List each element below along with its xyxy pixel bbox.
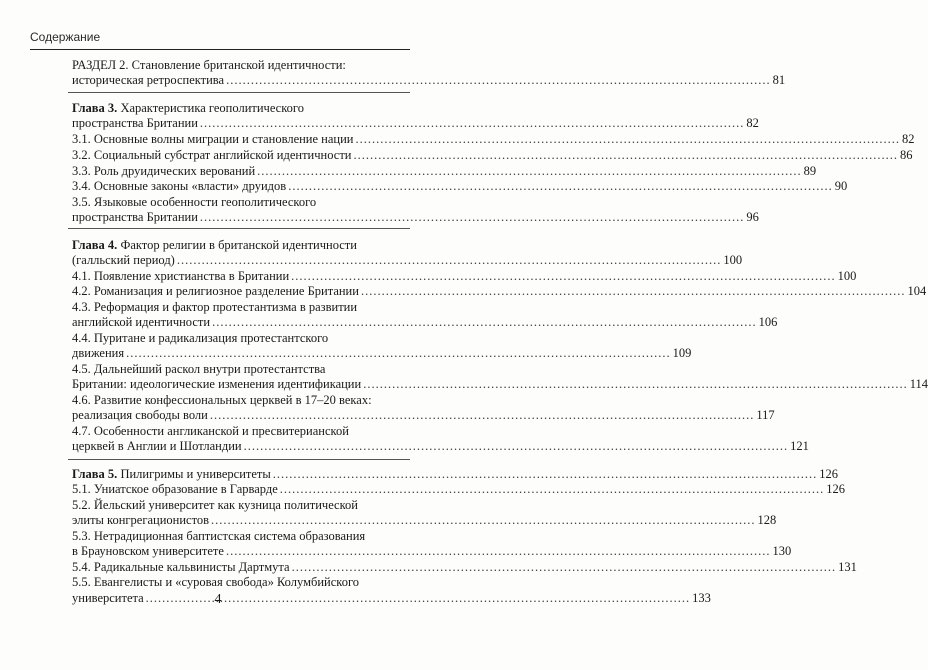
toc-page-number: 106 (758, 315, 778, 329)
toc-entry-text: РАЗДЕЛ 2. Становление британской идентичности: (72, 58, 346, 72)
dot-leader (363, 376, 908, 393)
toc-entry-text: университета (72, 591, 144, 605)
toc-page-number: 133 (692, 591, 711, 605)
toc-entry-text: 3.3. Роль друидических верований (72, 164, 256, 178)
toc-page-number: 126 (826, 482, 846, 496)
toc-entry-title (72, 115, 198, 132)
toc-page-number: 82 (901, 132, 915, 146)
running-head: Содержание (30, 30, 101, 44)
toc-entry (72, 131, 915, 148)
dot-leader (226, 72, 771, 89)
dot-leader (226, 543, 771, 560)
toc-entry-title (72, 72, 224, 89)
toc-entry (72, 543, 792, 560)
toc-entry-title (72, 574, 359, 591)
toc-page-number: 130 (772, 544, 792, 558)
section-divider (68, 228, 410, 229)
toc-entry-title (72, 543, 224, 560)
section-divider (68, 459, 410, 460)
toc-entry (72, 115, 759, 132)
toc-entry (72, 574, 402, 591)
toc-entry-text: 3.4. Основные законы «власти» друидов (72, 179, 287, 193)
toc-entry-text: 4.2. Романизация и религиозное разделение Британии (72, 284, 359, 298)
dot-leader (280, 481, 825, 498)
dot-leader (200, 115, 745, 132)
toc-page-number: 121 (790, 439, 809, 453)
toc-page-number: 100 (837, 269, 857, 283)
toc-entry (72, 147, 913, 164)
toc-page-number: 100 (723, 253, 743, 267)
toc-entry-text: 4.4. Пуритане и радикализация протестантского (72, 331, 329, 345)
page-number: 4 (214, 592, 222, 607)
toc-entry (72, 481, 846, 498)
toc-entry-text: английской идентичности (72, 315, 211, 329)
toc-entry-text: в Брауновском университете (72, 544, 224, 558)
toc-entry-title (72, 283, 359, 300)
toc-entry-text: 4.1. Появление христианства в Британии (72, 269, 290, 283)
toc-entry (72, 512, 777, 529)
toc-entry-title (72, 252, 175, 269)
toc-page-number: 126 (819, 467, 839, 481)
toc-page-number: 82 (746, 116, 759, 130)
toc-entry-text: 5.4. Радикальные кальвинисты Дартмута (72, 560, 290, 574)
chapter-label: Глава 3. (72, 101, 118, 115)
dot-leader (200, 209, 745, 226)
toc-entry-title (72, 178, 286, 195)
toc-page-number: 89 (803, 164, 817, 178)
dot-leader (355, 131, 900, 148)
dot-leader (210, 407, 755, 424)
toc-entry-text: пространства Британии (72, 210, 198, 224)
chapter-label: Глава 5. (72, 467, 118, 481)
toc-entry-text: 4.5. Дальнейший раскол внутри протестантства (72, 362, 326, 376)
toc-entry-text: Фактор религии в британской идентичности (117, 238, 357, 252)
toc-entry-text: движения (72, 346, 125, 360)
toc-entry-text: (галльский период) (72, 253, 175, 267)
toc-entry-text: 3.2. Социальный субстрат английской идентичности (72, 148, 352, 162)
toc-entry-text: историческая ретроспектива (72, 73, 225, 87)
toc-entry-title (72, 209, 198, 226)
dot-leader (211, 512, 756, 529)
toc-entry-text: Характеристика геополитического (117, 101, 304, 115)
toc-page-number: 90 (834, 179, 848, 193)
toc-entry (72, 178, 848, 195)
toc-entry-text: 3.5. Языковые особенности геополитического (72, 195, 317, 209)
toc-entry (72, 407, 775, 424)
toc-entry-text: 3.1. Основные волны миграции и становление нации (72, 132, 354, 146)
toc-entry-title (72, 481, 278, 498)
toc-entry-title (72, 314, 210, 331)
toc-entry (72, 283, 927, 300)
toc-entry-title (72, 438, 242, 455)
section-divider (68, 92, 410, 93)
toc-entry-text: 5.1. Униатское образование в Гарварде (72, 482, 278, 496)
toc-page-number: 114 (909, 377, 928, 391)
toc-entry-text: церквей в Англии и Шотландии (72, 439, 242, 453)
toc-entry (72, 314, 778, 331)
toc-page-number: 96 (746, 210, 759, 224)
toc-entry-text: 4.3. Реформация и фактор протестантизма в развитии (72, 300, 358, 314)
toc-entry-title (72, 376, 361, 393)
toc-entry-text: Британии: идеологические изменения идентификации (72, 377, 362, 391)
toc-entry-title (72, 345, 124, 362)
toc-entry-text: элиты конгрегационистов (72, 513, 210, 527)
toc-page-number: 128 (757, 513, 777, 527)
toc-entry-text: 4.7. Особенности англиканской и пресвитерианской (72, 424, 349, 438)
toc-entry-title (72, 147, 351, 164)
toc-entry-text: 5.5. Евангелисты и «суровая свобода» Колумбийского (72, 575, 360, 589)
toc-entry-title (72, 407, 208, 424)
toc-entry (72, 438, 809, 455)
header-rule (30, 49, 410, 50)
toc-entry-text: пространства Британии (72, 116, 198, 130)
toc-entry-text: 5.3. Нетрадиционная баптистская система образования (72, 529, 366, 543)
toc-page-number: 109 (672, 346, 692, 360)
toc-entry (72, 345, 692, 362)
toc-entry-text: 5.2. Йельский университет как кузница политической (72, 498, 358, 512)
dot-leader (212, 314, 757, 331)
toc-page-number: 117 (756, 408, 775, 422)
toc-entry-title (72, 131, 353, 148)
toc-page-number: 86 (899, 148, 913, 162)
dot-leader (361, 283, 906, 300)
toc-entry-title (72, 512, 209, 529)
toc-entry-text: 4.6. Развитие конфессиональных церквей в 17–20 веках: (72, 393, 372, 407)
toc-page-number: 104 (907, 284, 927, 298)
dot-leader (126, 345, 671, 362)
dot-leader (288, 178, 833, 195)
toc-entry (72, 209, 759, 226)
toc-page-number: 81 (772, 73, 786, 87)
dot-leader (353, 147, 898, 164)
toc-entry (72, 252, 743, 269)
dot-leader (244, 438, 789, 455)
toc-page-number: 131 (838, 560, 857, 574)
toc-entry (72, 72, 786, 89)
toc-entry-text: реализация свободы воли (72, 408, 208, 422)
dot-leader (177, 252, 722, 269)
chapter-label: Глава 4. (72, 238, 118, 252)
toc-entry-text: Пилигримы и университеты (117, 467, 271, 481)
toc-entry (72, 376, 928, 393)
